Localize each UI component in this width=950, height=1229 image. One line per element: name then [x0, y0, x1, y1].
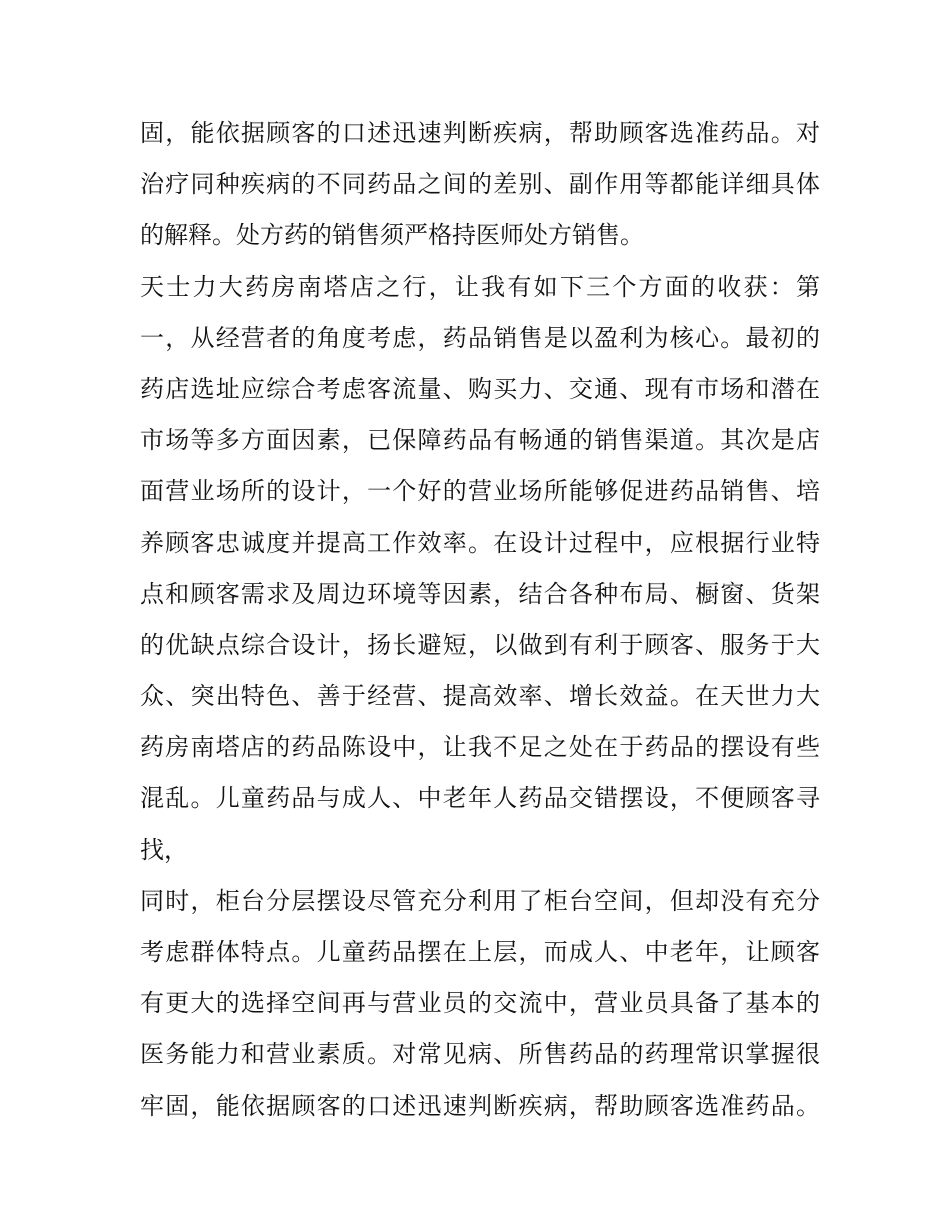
text-line: 天士力大药房南塔店之行，让我有如下三个方面的收获：第	[140, 272, 820, 301]
text-line: 固，能依据顾客的口述迅速判断疾病，帮助顾客选准药品。对	[140, 119, 820, 147]
text-line: 药房南塔店的药品陈设中，让我不足之处在于药品的摆设有些	[140, 733, 820, 762]
text-line: 考虑群体特点。儿童药品摆在上层，而成人、中老年，让顾客	[140, 938, 820, 966]
text-line: 面营业场所的设计，一个好的营业场所能够促进药品销售、培	[140, 477, 820, 506]
text-line: 点和顾客需求及周边环境等因素，结合各种布局、橱窗、货架	[140, 579, 820, 608]
text-line: 同时，柜台分层摆设尽管充分利用了柜台空间，但却没有充分	[140, 886, 820, 915]
text-line: 牢固，能依据顾客的口述迅速判断疾病，帮助顾客选准药品。	[140, 1091, 820, 1120]
text-line: 药店选址应综合考虑客流量、购买力、交通、现有市场和潜在	[140, 374, 820, 403]
text-line: 混乱。儿童药品与成人、中老年人药品交错摆设，不便顾客寻	[140, 784, 820, 813]
text-line: 众、突出特色、善于经营、提高效率、增长效益。在天世力大	[140, 682, 820, 711]
text-line: 的优缺点综合设计，扬长避短，以做到有利于顾客、服务于大	[140, 630, 820, 659]
text-line: 治疗同种疾病的不同药品之间的差别、副作用等都能详细具体	[140, 170, 820, 199]
text-line: 一，从经营者的角度考虑，药品销售是以盈利为核心。最初的	[140, 323, 820, 352]
text-line: 市场等多方面因素，已保障药品有畅通的销售渠道。其次是店	[140, 426, 820, 455]
text-line: 的解释。处方药的销售须严格持医师处方销售。	[140, 221, 644, 250]
body-text	[140, 108, 820, 1132]
text-line: 找，	[140, 835, 188, 864]
text-line: 养顾客忠诚度并提高工作效率。在设计过程中，应根据行业特	[140, 528, 820, 557]
text-line: 有更大的选择空间再与营业员的交流中，营业员具备了基本的	[140, 989, 820, 1018]
text-line: 医务能力和营业素质。对常见病、所售药品的药理常识掌握很	[140, 1040, 820, 1069]
